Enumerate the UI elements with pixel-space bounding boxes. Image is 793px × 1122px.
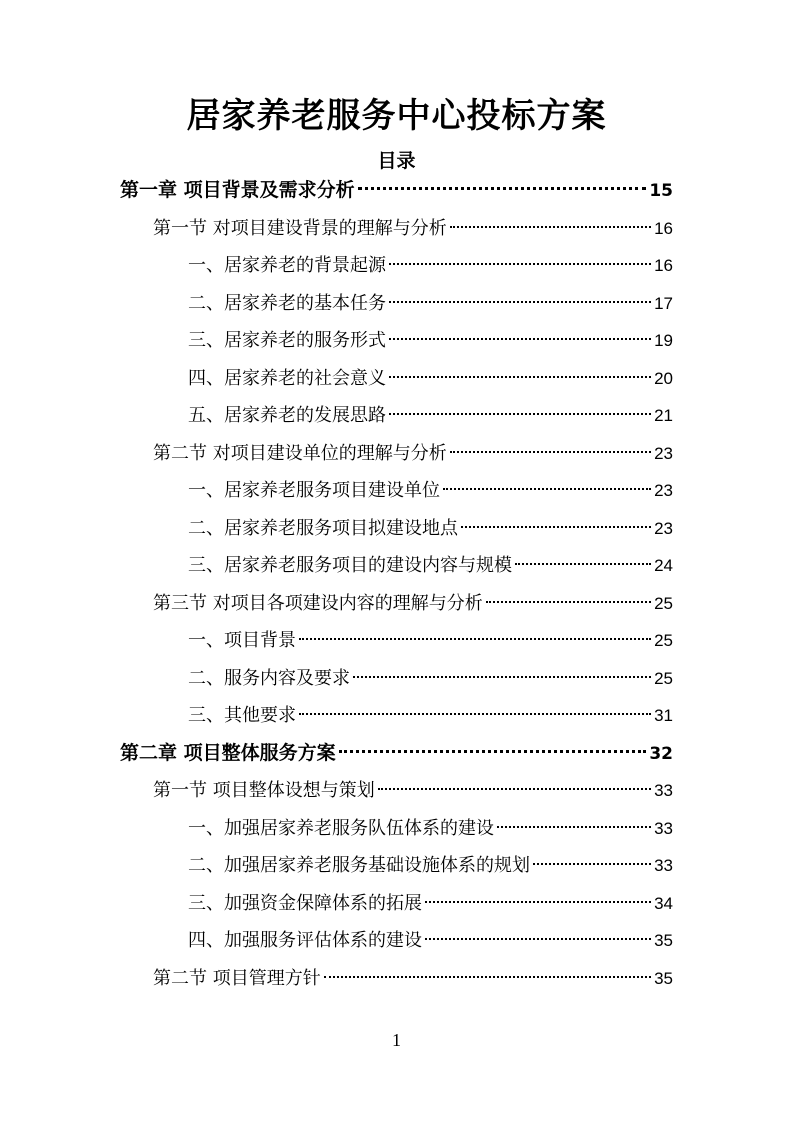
dot-leader — [353, 676, 651, 678]
dot-leader — [450, 451, 651, 453]
toc-entry-page: 25 — [654, 593, 673, 613]
toc-entry-title: 二、服务内容及要求 — [188, 667, 350, 689]
dot-leader — [515, 563, 651, 565]
page-title: 居家养老服务中心投标方案 — [186, 96, 607, 136]
toc-entry-page: 32 — [649, 743, 673, 764]
dot-leader — [389, 263, 651, 265]
dot-leader — [533, 863, 651, 865]
toc-entry-title: 二、居家养老服务项目拟建设地点 — [188, 517, 458, 539]
toc-subsection-entry[interactable] — [188, 510, 673, 547]
toc-section-entry[interactable] — [153, 210, 673, 247]
toc-entry-page: 23 — [654, 481, 673, 500]
toc-subsection-entry[interactable] — [188, 922, 673, 959]
toc-subsection-entry[interactable] — [188, 285, 673, 322]
toc-subsection-entry[interactable] — [188, 810, 673, 847]
toc-subsection-entry[interactable] — [188, 360, 673, 397]
toc-entry-page: 33 — [654, 818, 673, 838]
toc-chapter-entry[interactable] — [120, 735, 673, 772]
toc-entry-page: 17 — [654, 293, 673, 313]
toc-entry-title: 第一节 对项目建设背景的理解与分析 — [153, 217, 447, 239]
toc-subsection-entry[interactable] — [188, 697, 673, 734]
toc-entry-title: 二、居家养老的基本任务 — [188, 292, 386, 314]
toc-entry-title: 一、居家养老的背景起源 — [188, 255, 386, 276]
toc-entry-page: 15 — [649, 181, 673, 201]
dot-leader — [443, 488, 651, 490]
toc-heading: 目录 — [377, 150, 416, 172]
dot-leader — [389, 376, 651, 378]
dot-leader — [299, 713, 651, 715]
toc-subsection-entry[interactable] — [188, 622, 673, 659]
toc-section-entry[interactable] — [153, 772, 673, 809]
toc-entry-page: 21 — [654, 406, 673, 425]
page-number: 1 — [392, 1030, 401, 1050]
toc-entry-title: 四、居家养老的社会意义 — [188, 367, 386, 389]
toc-entry-title: 第一章 项目背景及需求分析 — [120, 179, 355, 201]
toc-section-entry[interactable] — [153, 585, 673, 622]
toc-entry-title: 二、加强居家养老服务基础设施体系的规划 — [188, 855, 530, 876]
toc-subsection-entry[interactable] — [188, 660, 673, 697]
toc-subsection-entry[interactable] — [188, 247, 673, 284]
dot-leader — [425, 901, 651, 903]
toc-entry-page: 16 — [654, 218, 673, 238]
toc-entry-page: 31 — [654, 706, 673, 725]
toc-subsection-entry[interactable] — [188, 547, 673, 584]
toc-entry-page: 16 — [654, 256, 673, 275]
toc-entry-title: 第三节 对项目各项建设内容的理解与分析 — [153, 592, 483, 614]
toc-entry-page: 25 — [654, 631, 673, 650]
toc-entry-title: 一、项目背景 — [188, 630, 296, 651]
toc-entry-page: 35 — [654, 968, 673, 988]
toc-entry-title: 第二章 项目整体服务方案 — [120, 741, 336, 764]
dot-leader — [450, 226, 651, 228]
toc-entry-page: 24 — [654, 556, 673, 575]
toc-subsection-entry[interactable] — [188, 397, 673, 434]
toc-subsection-entry[interactable] — [188, 472, 673, 509]
dot-leader — [389, 301, 651, 303]
toc-entry-title: 第二节 对项目建设单位的理解与分析 — [153, 442, 447, 464]
toc-subsection-entry[interactable] — [188, 847, 673, 884]
toc-entry-page: 33 — [654, 781, 673, 800]
dot-leader — [339, 750, 647, 753]
toc-subsection-entry[interactable] — [188, 322, 673, 359]
toc-section-entry[interactable] — [153, 435, 673, 472]
toc-entry-page: 35 — [654, 931, 673, 950]
dot-leader — [425, 938, 651, 940]
dot-leader — [461, 526, 651, 528]
toc-entry-title: 三、加强资金保障体系的拓展 — [188, 892, 422, 914]
toc-subsection-entry[interactable] — [188, 885, 673, 922]
toc-entry-page: 33 — [654, 856, 673, 875]
dot-leader — [358, 187, 647, 190]
dot-leader — [378, 788, 651, 790]
dot-leader — [324, 976, 651, 978]
toc-entry-page: 23 — [654, 518, 673, 538]
toc-entry-title: 四、加强服务评估体系的建设 — [188, 930, 422, 951]
toc-entry-page: 20 — [654, 368, 673, 388]
toc-entry-title: 一、居家养老服务项目建设单位 — [188, 480, 440, 501]
toc-entry-title: 三、居家养老的服务形式 — [188, 330, 386, 351]
dot-leader — [299, 638, 651, 640]
toc-chapter-entry[interactable] — [120, 172, 673, 209]
dot-leader — [389, 338, 651, 340]
toc-section-entry[interactable] — [153, 960, 673, 997]
toc-entry-page: 23 — [654, 443, 673, 463]
toc-entry-title: 第二节 项目管理方针 — [153, 967, 321, 989]
toc-entry-title: 三、居家养老服务项目的建设内容与规模 — [188, 555, 512, 576]
dot-leader — [389, 413, 651, 415]
toc-entry-title: 第一节 项目整体设想与策划 — [153, 780, 375, 801]
dot-leader — [486, 601, 651, 603]
toc-entry-title: 三、其他要求 — [188, 705, 296, 726]
toc-entry-page: 19 — [654, 331, 673, 350]
dot-leader — [497, 826, 651, 828]
toc-entry-title: 一、加强居家养老服务队伍体系的建设 — [188, 817, 494, 839]
toc-entry-page: 34 — [654, 893, 673, 913]
toc-entry-title: 五、居家养老的发展思路 — [188, 405, 386, 426]
toc-entry-page: 25 — [654, 668, 673, 688]
